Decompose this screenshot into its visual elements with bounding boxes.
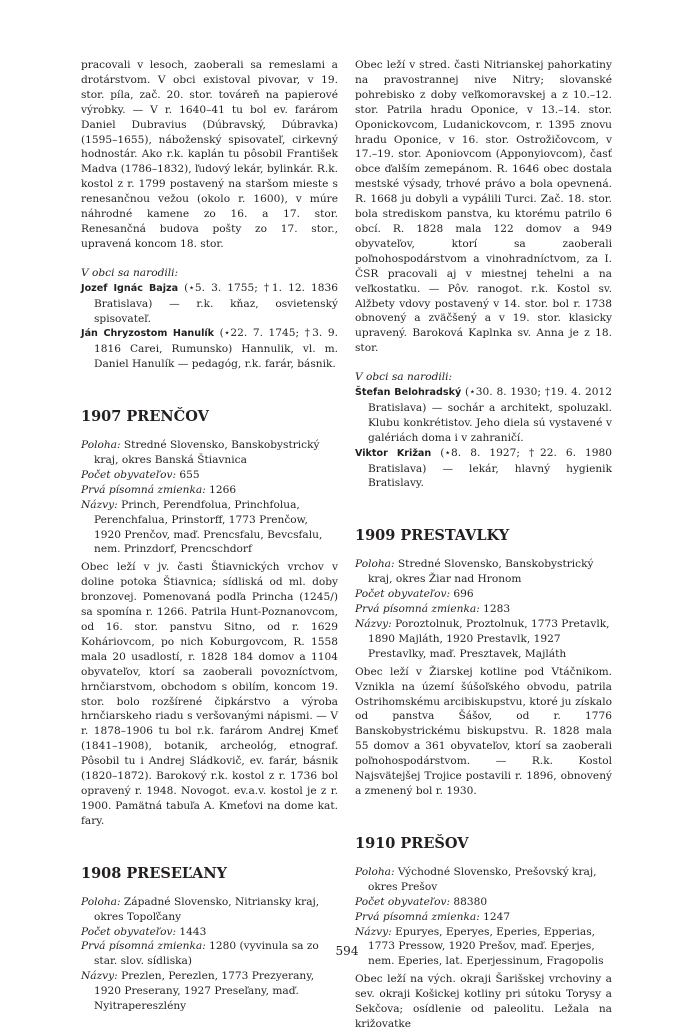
person-name: Viktor Križan [355, 447, 432, 459]
person-name: Jozef Ignác Bajza [81, 282, 179, 294]
page-number: 594 [335, 944, 359, 958]
population-line: Počet obyvateľov: 655 [81, 468, 200, 481]
location-line: Poloha: Východné Slovensko, Prešovský kraj, okres Prešov [355, 865, 597, 893]
entry-heading: 1908 PRESEĽANY [81, 864, 227, 882]
person-entry [81, 281, 338, 327]
entry-heading: 1909 PRESTAVLKY [355, 527, 510, 545]
first-mention-line: Prvá písomná zmienka: 1266 [81, 483, 237, 496]
person-name: Štefan Belohradský [355, 387, 462, 399]
entry-body: Obec leží na vých. okraji Šarišskej vrchoviny a sev. okraji Košickej kotliny pri sútoku Torysy a Sekčova; osídlenie od paleolitu. Ležala na križovatke [355, 973, 612, 1030]
person-details: (⋆8. 8. 1927; †22. 6. 1980 Bratislava) — lekár, hlavný hygienik Bratislavy. [368, 446, 612, 490]
entry-body: Obec leží v jv. časti Štiavnických vrchov v doline potoka Štiavnica; sídliská od ml. doby bronzovej. Pomenovaná podľa Princha (1245/) sa spomína r. 1266. Patrila Hunt-Poznanovcom, od 16. stor. panstvu Sitno, od r. 1629 Koháriovcom, po nich Koburgovcom, R. 1558 mala 20 usadlostí, r. 1828 184 domov a 1104 obyvateľov, ktorí sa zaoberali povozníctvom, hrnčiarstvom, obchodom s obilím, koncom 19. stor. bolo rozšírené čipkárstvo a výroba hrnčiarskeho riadu s veršovanými nápismi. — V r. 1878–1906 tu bol r.k. farárom Andrej Kmeť (1841–1908), botanik, archeológ, etnograf. Pôsobil tu i Andrej Sládkovič, ev. farár, básnik (1820–1872). Barokový r.k. kostol z r. 1736 bol opravený r. 1948. Novogot. ev.a.v. kostol je z r. 1900. Pamätná tabuľa A. Kmeťovi na dome kat. fary. [81, 561, 338, 827]
population-line: Počet obyvateľov: 88380 [355, 895, 488, 908]
first-mention-line: Prvá písomná zmienka: 1280 (vyvinula sa zo star. slov. sídliska) [81, 940, 319, 968]
first-mention-line: Prvá písomná zmienka: 1283 [355, 603, 511, 616]
entry-heading: 1910 PREŠOV [355, 834, 469, 852]
first-mention-line: Prvá písomná zmienka: 1247 [355, 910, 511, 923]
person-details: (⋆30. 8. 1930; †19. 4. 2012 Bratislava) — sochár a architekt, spoluzakl. Klubu konkrétistov. Jeho diela sú vystavené v galériách doma i v zahraničí. [368, 386, 613, 444]
person-details: (⋆22. 7. 1745; †3. 9. 1816 Carei, Rumunsko) Hannulik, vl. m. Daniel Hanulík — pedagóg, r.k. farár, básnik. [94, 327, 338, 371]
born-heading: V obci sa narodili: [355, 371, 453, 384]
location-line: Poloha: Stredné Slovensko, Banskobystrický kraj, okres Žiar nad Hronom [355, 558, 594, 586]
continued-paragraph: pracovali v lesoch, zaoberali sa remeslami a drotárstvom. V obci existoval pivovar, v 19. stor. píla, zač. 20. stor. továreň na papierové výrobky. — V r. 1640–41 tu bol ev. farárom Daniel Dubravius (Dúbravský, Dúbravka) (1595–1655), náboženský spisovateľ, cirkevný hodnostár. Ako r.k. kaplán tu pôsobil František Madva (1786–1832), ľudový lekár, bylinkár. R.k. kostol z r. 1799 postavený na staršom mieste s renesančnou vežou (okolo r. 1600), v múre náhrodné kamene zo 16. a 17. stor. Renesančná budova pošty zo 17. stor., upravená koncom 18. stor. [81, 59, 338, 250]
population-line: Počet obyvateľov: 696 [355, 588, 474, 601]
person-entry [355, 385, 612, 446]
born-heading: V obci sa narodili: [81, 266, 179, 279]
entry-body: Obec leží v Žiarskej kotline pod Vtáčnikom. Vznikla na území šúšoľského obvodu, patrila Ostrihomskému arcibiskupstvu, ktoré ju získalo od panstva Šášov, od r. 1776 Banskobystrickému biskupstvu. R. 1828 mala 55 domov a 361 obyvateľov, ktorí sa zaoberali poľnohospodárstvom. — R.k. Kostol Najsvätejšej Trojice postavili r. 1896, obnovený a zmenený bol r. 1930. [355, 665, 612, 797]
location-line: Poloha: Stredné Slovensko, Banskobystrický kraj, okres Banská Štiavnica [81, 439, 320, 467]
person-entry [81, 326, 338, 372]
location-line: Poloha: Západné Slovensko, Nitriansky kraj, okres Topoľčany [81, 895, 320, 923]
names-line: Názvy: Prezlen, Perezlen, 1773 Prezyerany, 1920 Preserany, 1927 Preseľany, maď. Nyitrapereszlény [81, 970, 315, 1013]
person-entry [355, 446, 612, 492]
names-line: Názvy: Princh, Perendfolua, Princhfolua, Perenchfalua, Prinstorff, 1773 Prenčow, 1920 Prenčov, maď. Prencsfalu, Bevcsfalu, nem. Prinzdorf, Prencschdorf [81, 498, 323, 556]
right-column [355, 58, 612, 1032]
names-line: Názvy: Poroztolnuk, Proztolnuk, 1773 Pretavlk, 1890 Majláth, 1920 Prestavlk, 1927 Prestavlky, maď. Presztavek, Majláth [355, 618, 610, 660]
person-name: Ján Chryzostom Hanulík [81, 328, 215, 340]
entry-heading: 1907 PRENČOV [81, 408, 209, 426]
names-line: Názvy: Epuryes, Eperyes, Eperies, Epperias, 1773 Pressow, 1920 Prešov, maď. Eperjes, nem. Eperies, lat. Eperjessinum, Fragopolis [355, 925, 604, 968]
population-line: Počet obyvateľov: 1443 [81, 925, 207, 938]
left-column [81, 58, 338, 1014]
entry-body: Obec leží v stred. časti Nitrianskej pahorkatiny na pravostrannej nive Nitry; slovanské pohrebisko z doby veľkomoravskej a z 10.–12. stor. Patrila hradu Oponice, v 13.–14. stor. Oponickovcom, Ludanickovcom, r. 1395 znovu hradu Oponice, v 16. stor. Ostrožičovcom, v 17.–19. stor. Aponiovcom (Apponyiovcom), časť obce ďalším zemepánom. R. 1646 obec dostala mestské výsady, trhové právo a bola opevnená. R. 1668 ju dobyli a vypálili Turci. Zač. 18. stor. bola strediskom panstva, ku ktorému patrilo 6 obcí. R. 1828 mala 122 domov a 949 obyvateľov, ktorí sa zaoberali poľnohospodárstvom a vinohradníctvom, za I. ČSR pracovali aj v miestnej tehelni a na veľkostatku. — Pôv. ranogot. r.k. Kostol sv. Alžbety vdovy postavený v 14. stor. bol r. 1738 obnovený a zväčšený a v 19. stor. klasicky upravený. Baroková Kaplnka sv. Anna je z 18. stor. [355, 59, 612, 355]
person-details: (⋆5. 3. 1755; †1. 12. 1836 Bratislava) — r.k. kňaz, osvietenský spisovateľ. [94, 281, 338, 325]
